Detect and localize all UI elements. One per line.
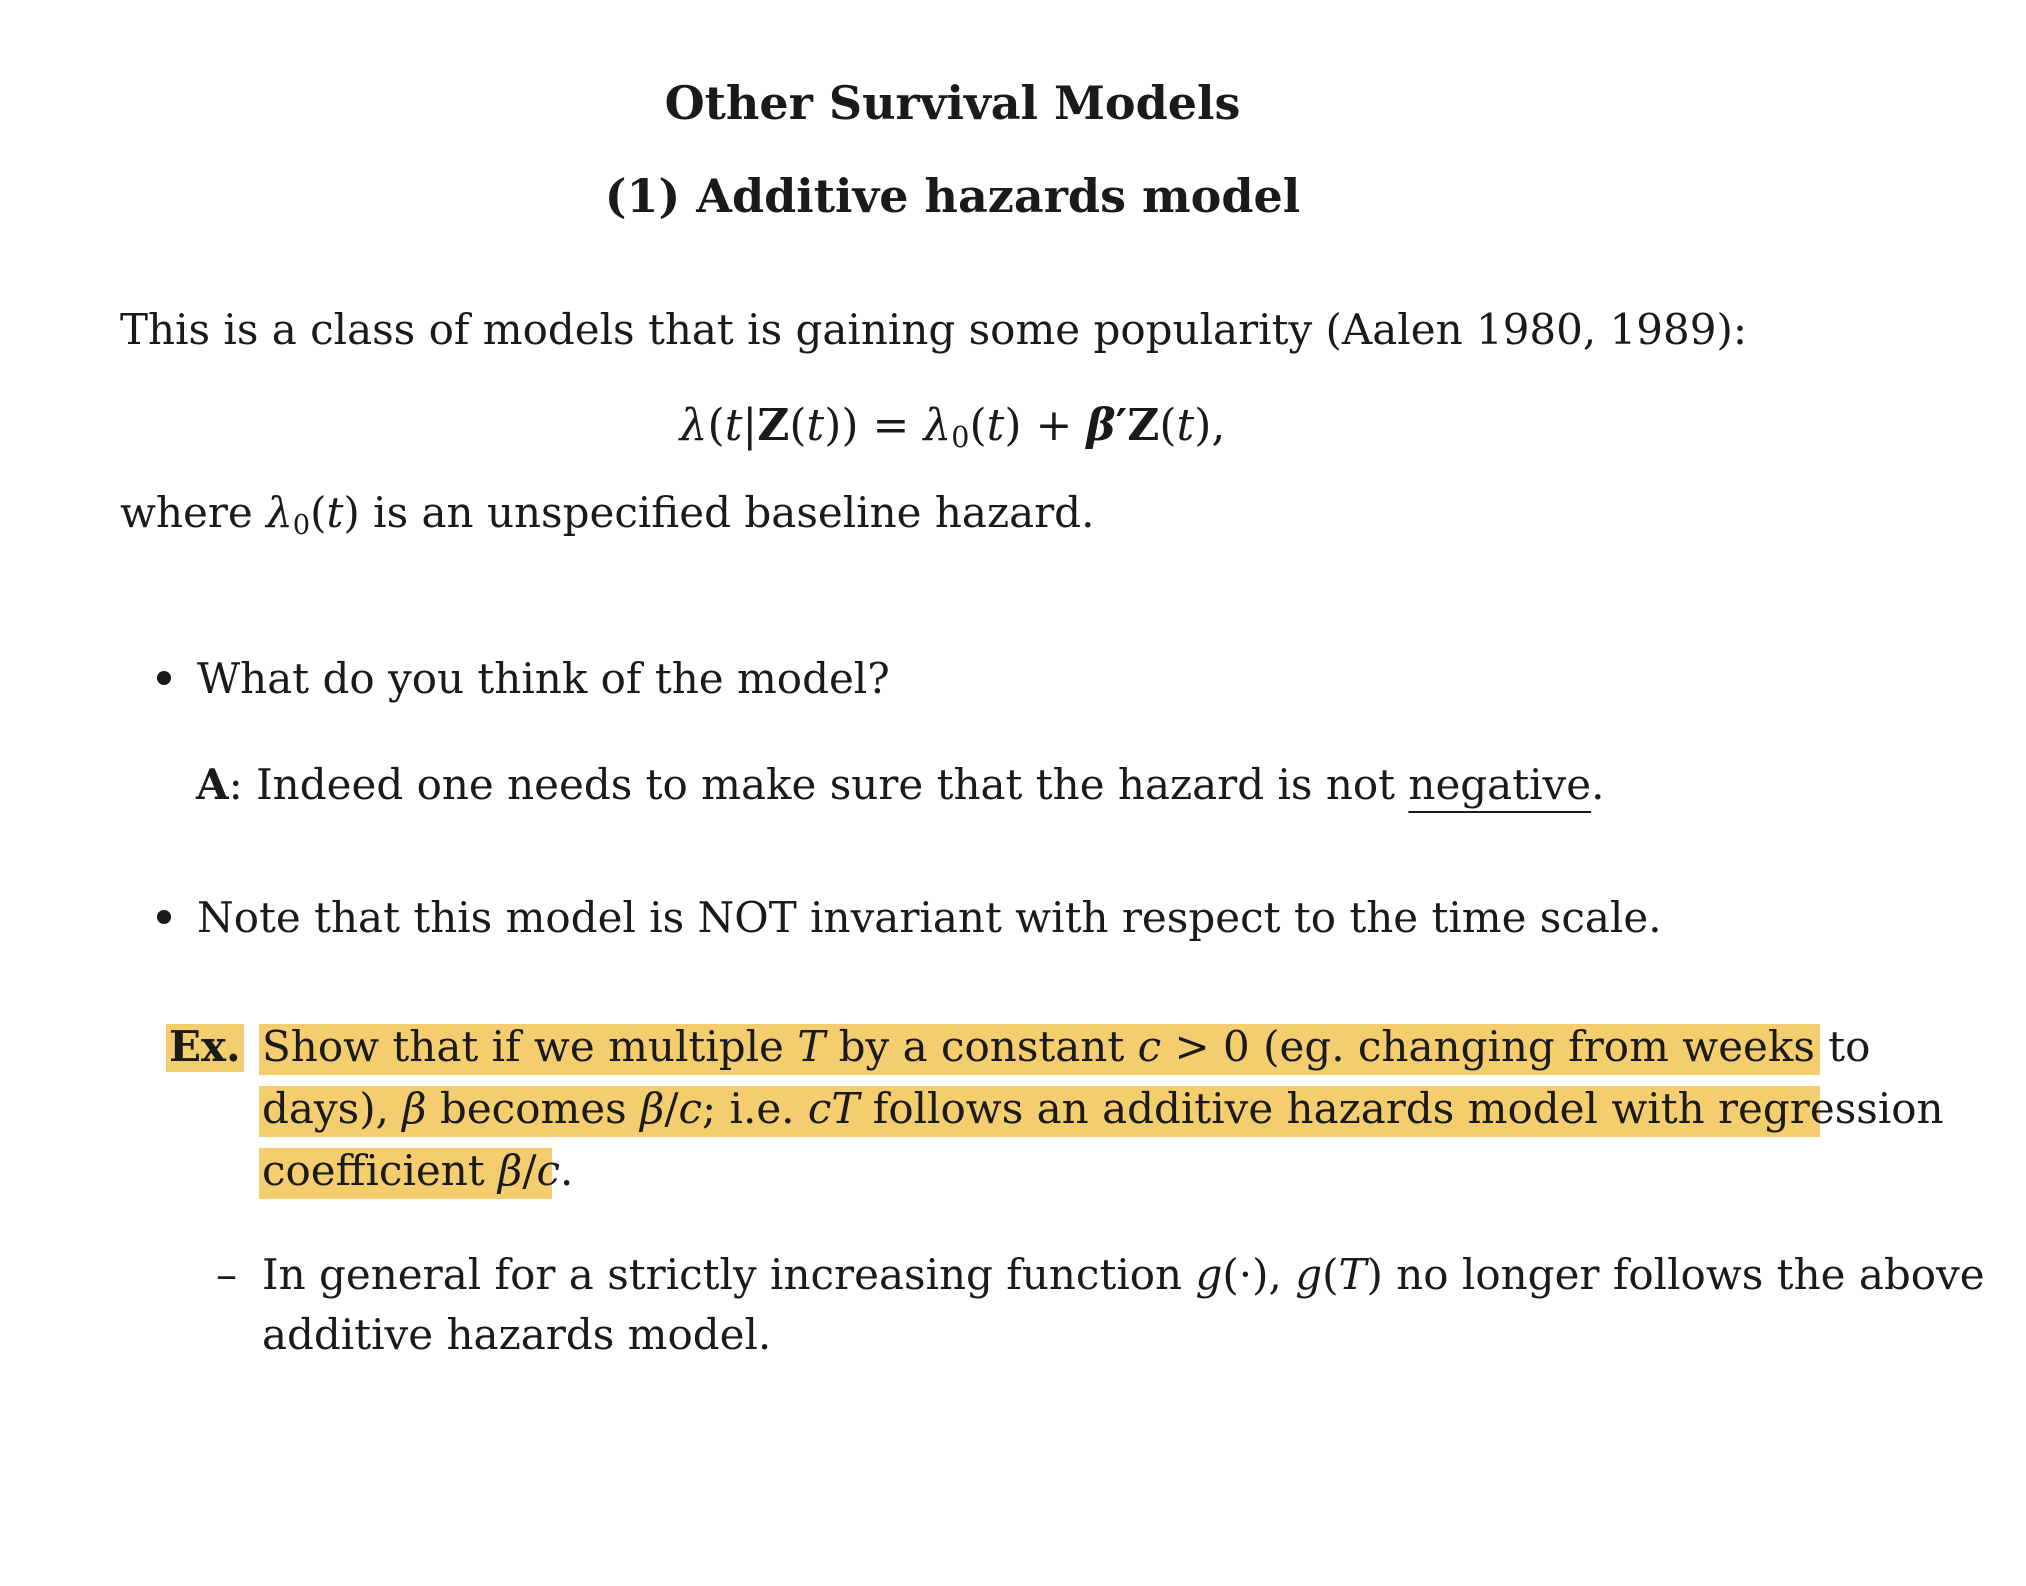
- formula-lambda: λ: [679, 400, 708, 451]
- sub-item-line: additive hazards model.: [262, 1310, 772, 1359]
- bullet-item: Note that this model is NOT invariant with respect to the time scale.: [157, 893, 1662, 943]
- answer-paragraph: A: Indeed one needs to make sure that the hazard is not negative.: [196, 760, 1605, 809]
- dash-marker: –: [216, 1250, 237, 1299]
- formula-Z: Z: [757, 400, 790, 451]
- example-label: Ex.: [169, 1022, 241, 1071]
- section-heading: (1) Additive hazards model: [604, 169, 1301, 223]
- formula-beta: β: [1086, 400, 1116, 451]
- bullet-item: What do you think of the model?: [157, 654, 890, 704]
- where-paragraph: where $\lambda_0(t)$ is an unspecified baseline hazard.: [120, 488, 1095, 541]
- example-line: coefficient β/c.: [262, 1146, 574, 1195]
- hazard-formula: $\lambda(t|Z(t)) = \lambda_0(t) + \beta'Z(t)$,: [679, 400, 1226, 455]
- sub-item-line: In general for a strictly increasing function g(·), g(T) no longer follows the above: [262, 1250, 1985, 1299]
- page-title: Other Survival Models: [664, 76, 1241, 130]
- underlined-word: negative: [1408, 760, 1592, 809]
- intro-paragraph: This is a class of models that is gaining some popularity (Aalen 1980, 1989):: [120, 305, 1747, 354]
- bullet-dot-icon: [157, 671, 171, 685]
- example-line: Show that if we multiple T by a constant c > 0 (eg. changing from weeks to: [262, 1022, 1871, 1071]
- example-line: days), β becomes β/c; i.e. cT follows an additive hazards model with regression: [262, 1084, 1944, 1133]
- bullet-dot-icon: [157, 910, 171, 924]
